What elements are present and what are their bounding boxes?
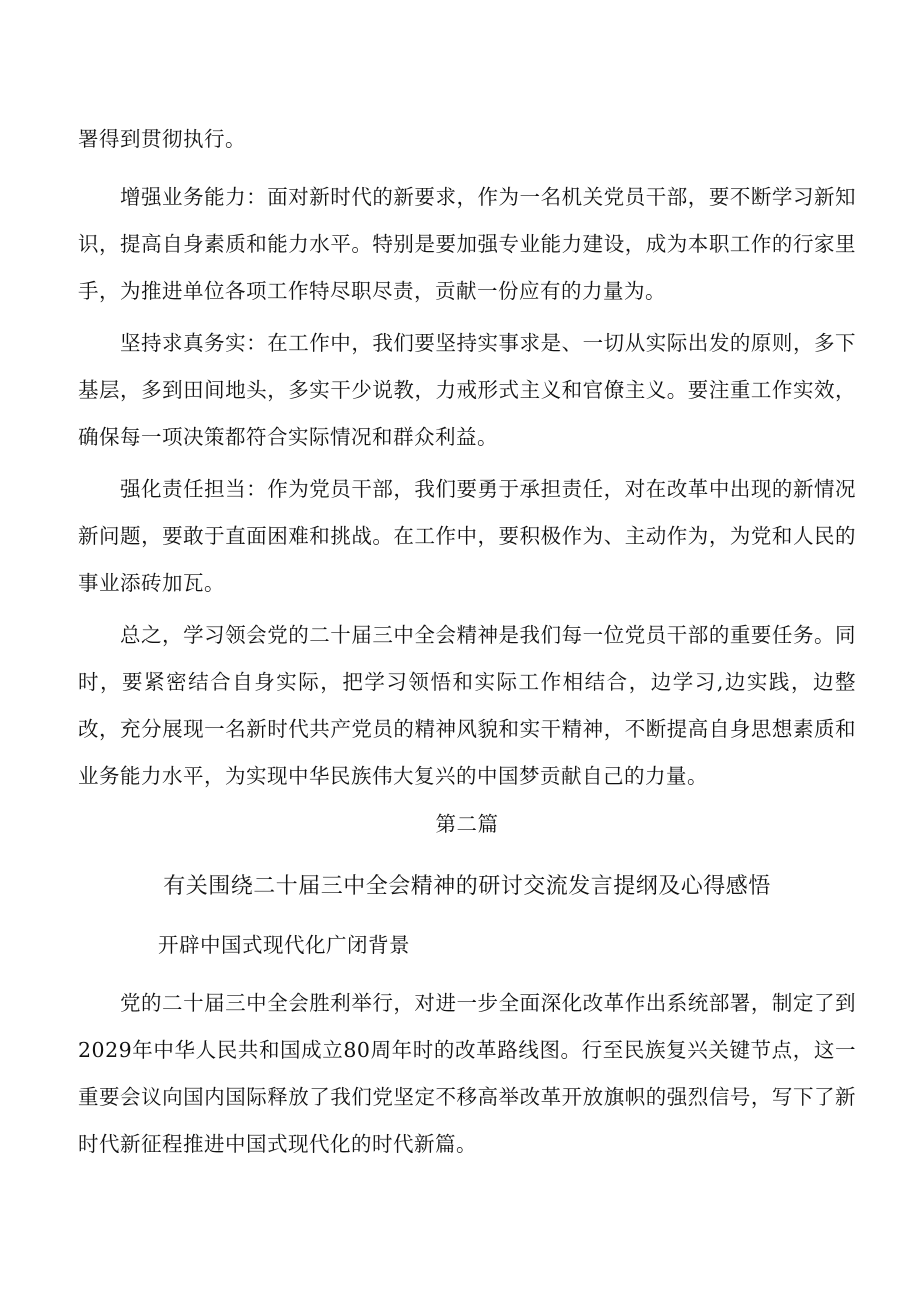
paragraph-continuation: 署得到贯彻执行。 xyxy=(78,127,246,151)
paragraph-pragmatism: 坚持求真务实：在工作中，我们要坚持实事求是、一切从实际出发的原则，多下基层，多到田间地头，多实干少说教，力戒形式主义和官僚主义。要注重工作实效，确保每一项决策都符合实际情况和群众利益。 xyxy=(78,331,856,449)
paragraph-responsibility: 强化责任担当：作为党员干部，我们要勇于承担责任，对在改革中出现的新情况新问题，要敢于直面困难和挑战。在工作中，要积极作为、主动作为，为党和人民的事业添砖加瓦。 xyxy=(78,477,856,595)
section-title: 有关围绕二十届三中全会精神的研讨交流发言提纲及心得感悟 xyxy=(163,874,771,899)
paragraph-business-ability: 增强业务能力：面对新时代的新要求，作为一名机关党员干部，要不断学习新知识，提高自身素质和能力水平。特别是要加强专业能力建设，成为本职工作的行家里手，为推进单位各项工作特尽职尽责，贡献一份应有的力量为。 xyxy=(78,185,856,303)
paragraph-conclusion: 总之，学习领会党的二十届三中全会精神是我们每一位党员干部的重要任务。同时，要紧密结合自身实际，把学习领悟和实际工作相结合，边学习,边实践，边整改，充分展现一名新时代共产党员的精神风貌和实干精神，不断提高自身思想素质和业务能力水平，为实现中华民族伟大复兴的中国梦贡献自己的力量。 xyxy=(78,623,856,788)
paragraph-plenary: 党的二十届三中全会胜利举行，对进一步全面深化改革作出系统部署，制定了到2029年中华人民共和国成立80周年时的改革路线图。行至民族复兴关键节点，这一重要会议向国内国际释放了我们党坚定不移高举改革开放旗帜的强烈信号，写下了新时代新征程推进中国式现代化的时代新篇。 xyxy=(78,991,856,1156)
subheading: 开辟中国式现代化广闭背景 xyxy=(158,933,410,957)
section-label: 第二篇 xyxy=(435,812,499,836)
